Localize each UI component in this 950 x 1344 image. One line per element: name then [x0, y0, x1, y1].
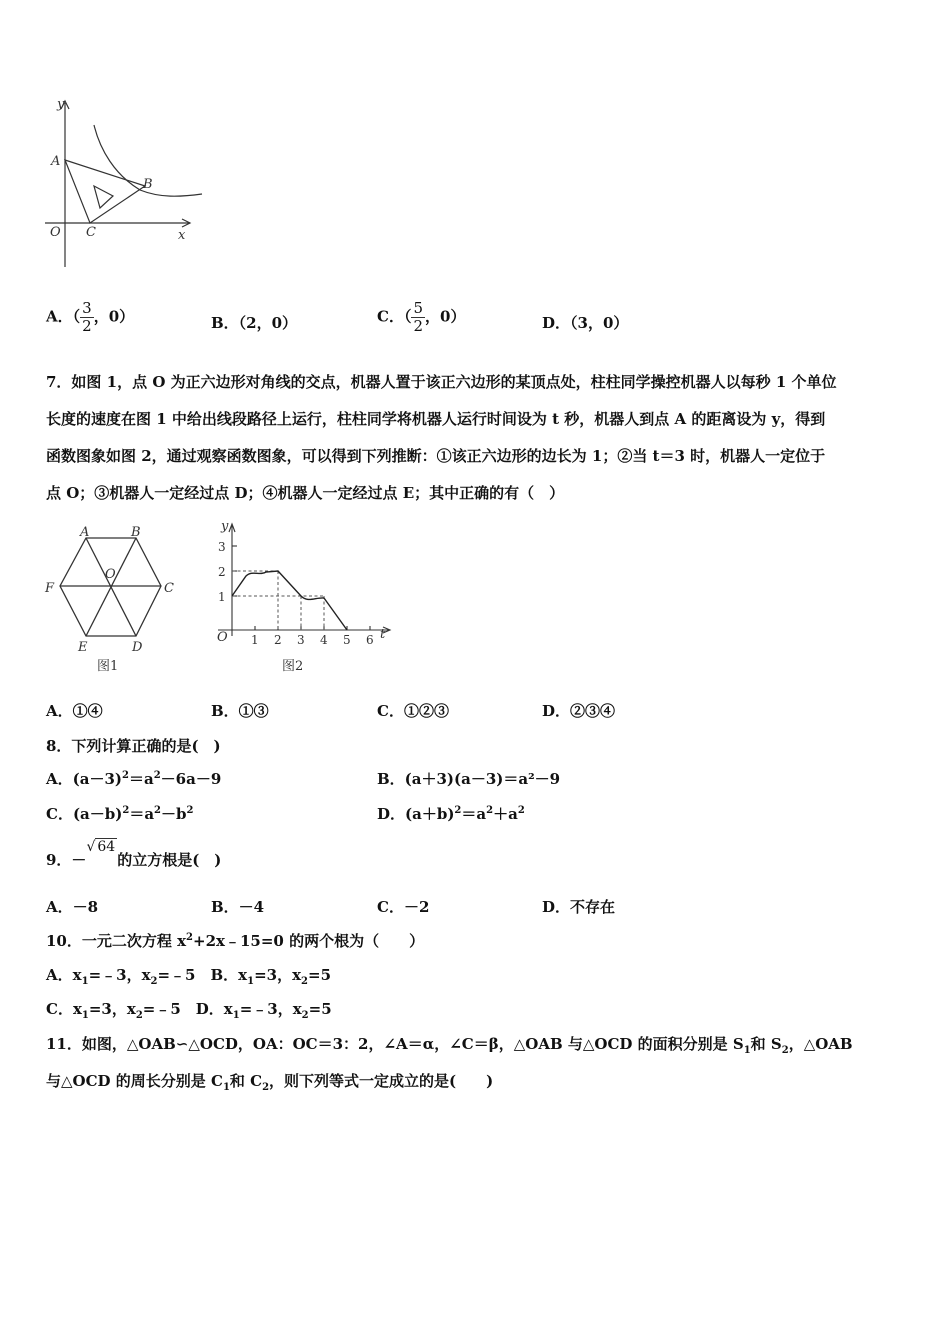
fig1-caption: 图1 — [97, 659, 119, 674]
graph-y-label: y — [221, 519, 229, 534]
q6-x-label: x — [178, 228, 186, 243]
q6-point-c: C — [86, 225, 96, 240]
q6-origin: O — [50, 225, 61, 240]
q7-option-b[interactable]: B．①③ — [211, 702, 269, 720]
graph-x-tick-1: 1 — [251, 633, 259, 647]
q7-option-c[interactable]: C．①②③ — [377, 702, 449, 720]
inner-triangle — [94, 186, 113, 208]
q8-option-a[interactable]: A．$(a-3)^2=a^2-6a-9$ — [46, 770, 222, 788]
hex-label-c: C — [164, 581, 174, 596]
q8-option-c[interactable]: C．$(a-b)^2=a^2-b^2$ — [46, 805, 194, 823]
graph-x-tick-2: 2 — [274, 633, 282, 647]
q9-option-b[interactable]: B．－4 — [211, 898, 265, 916]
hex-label-o: O — [105, 567, 116, 582]
graph-origin: O — [217, 630, 228, 645]
q11-line2: 与△OCD 的周长分别是 $C_1$和 $C_2$，则下列等式一定成立的是( ) — [46, 1072, 494, 1093]
q7-option-d[interactable]: D．②③④ — [542, 702, 616, 720]
q6-figure — [40, 95, 215, 275]
q10-options-ab[interactable]: A．$x_1=﹣3$，$x_2=﹣5$ B．$x_1=3$，$x_2=5$ — [46, 966, 332, 987]
q6-point-a: A — [51, 154, 61, 169]
q6-option-c[interactable]: C．（ $\frac{5}{2}$ ，0） — [377, 299, 466, 335]
q7-line3: 函数图象如图 2，通过观察函数图象，可以得到下列推断：①该正六边形的边长为 1；②当 t＝3 时，机器人一定位于 — [46, 447, 826, 465]
graph-y-tick-2: 2 — [218, 565, 226, 579]
hex-label-b: B — [131, 525, 141, 540]
q6-point-b: B — [143, 177, 153, 192]
fig2-caption: 图2 — [282, 659, 304, 674]
q7-line1: 7．如图 1，点 O 为正六边形对角线的交点，机器人置于该正六边形的某顶点处，柱柱同学操控机器人以每秒 1 个单位 — [46, 373, 837, 391]
q6-option-b[interactable]: B．（2，0） — [211, 314, 298, 332]
q7-hexagon-figure — [40, 520, 190, 680]
q11-line1: 11．如图，△OAB∽△OCD，OA：OC＝3：2，∠A＝α，∠C＝β，△OAB 与△OCD 的面积分别是 $S_1$和 $S_2$，△OAB — [46, 1035, 853, 1056]
q6-option-d[interactable]: D．（3，0） — [542, 314, 629, 332]
hex-label-f: F — [45, 581, 55, 596]
q8-option-b[interactable]: B．(a＋3)(a－3)＝a²－9 — [377, 770, 561, 788]
hex-label-d: D — [132, 640, 143, 655]
q6-y-label: y — [57, 97, 65, 112]
hex-label-a: A — [80, 525, 90, 540]
graph-x-tick-4: 4 — [320, 633, 328, 647]
graph-x-tick-5: 5 — [343, 633, 351, 647]
graph-x-tick-3: 3 — [297, 633, 305, 647]
fraction-3-2: $\frac{3}{2}$ — [82, 299, 92, 335]
q9-stem: 9．－√ 64的立方根是( ) — [46, 839, 222, 869]
q9-option-a[interactable]: A．－8 — [46, 898, 99, 916]
q8-option-d[interactable]: D．$(a+b)^2=a^2+a^2$ — [377, 805, 525, 823]
q7-function-graph — [210, 518, 400, 678]
q6-option-a[interactable]: A．（ $\frac{3}{2}$ ，0） — [46, 299, 135, 335]
fraction-5-2: $\frac{5}{2}$ — [413, 299, 424, 335]
q7-line4: 点 O；③机器人一定经过点 D；④机器人一定经过点 E；其中正确的有（ ） — [46, 484, 565, 502]
graph-y-tick-3: 3 — [218, 540, 226, 554]
q7-option-a[interactable]: A．①④ — [46, 702, 103, 720]
q10-options-cd[interactable]: C．$x_1=3$，$x_2=﹣5$ D．$x_1=﹣3$，$x_2=5$ — [46, 1000, 332, 1021]
q10-stem: 10．一元二次方程 $x^2+2x﹣15=0$ 的两个根为（ ） — [46, 932, 425, 950]
hex-label-e: E — [78, 640, 88, 655]
sqrt-64: √ 64 — [86, 839, 116, 855]
q9-option-d[interactable]: D．不存在 — [542, 898, 616, 916]
graph-t-label: t — [380, 627, 386, 642]
q8-stem: 8．下列计算正确的是( ) — [46, 737, 221, 755]
q7-line2: 长度的速度在图 1 中给出线段路径上运行，柱柱同学将机器人运行时间设为 t 秒，机器人到点 A 的距离设为 y，得到 — [46, 410, 826, 428]
graph-y-tick-1: 1 — [218, 590, 226, 604]
graph-curve — [232, 571, 347, 630]
graph-x-tick-6: 6 — [366, 633, 374, 647]
q9-option-c[interactable]: C．－2 — [377, 898, 430, 916]
